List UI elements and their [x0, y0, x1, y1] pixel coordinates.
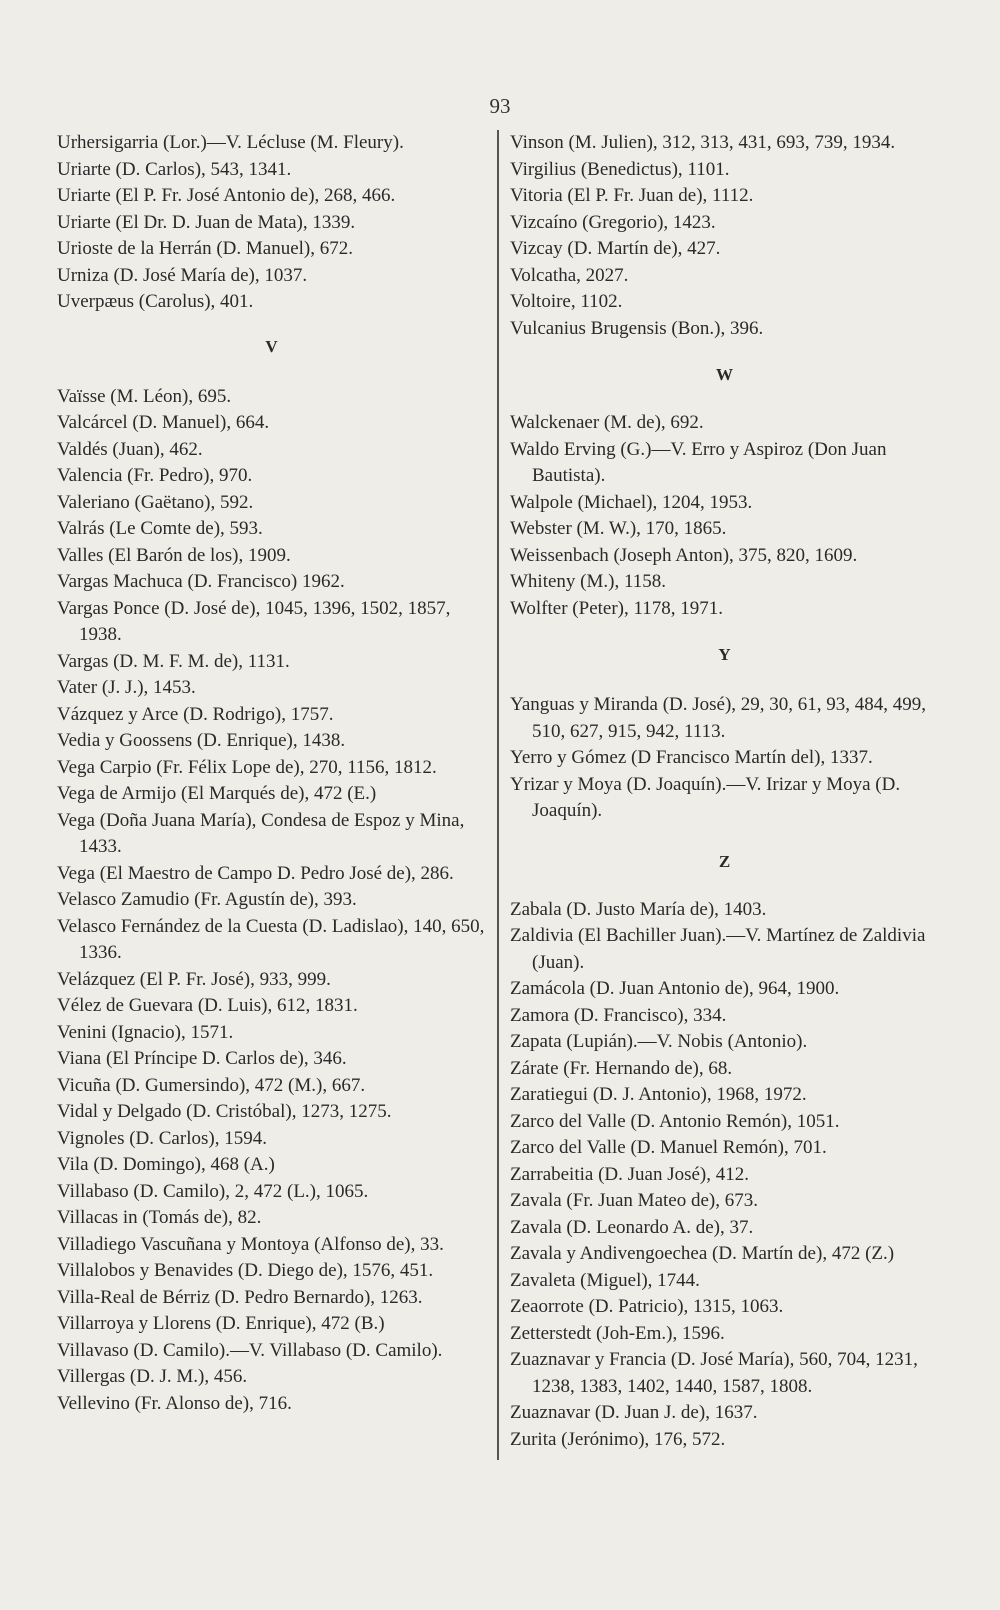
index-entry: Urniza (D. José María de), 1037. — [57, 264, 308, 286]
index-entry: Valdés (Juan), 462. — [57, 438, 203, 460]
index-entry: Vélez de Guevara (D. Luis), 612, 1831. — [57, 995, 358, 1016]
index-entry: Zabala (D. Justo María de), 1403. — [510, 898, 767, 920]
index-entry: Zaratiegui (D. J. Antonio), 1968, 1972. — [510, 1084, 807, 1105]
index-entry: Zarrabeitia (D. Juan José), 412. — [510, 1163, 750, 1185]
section-letter-v: V — [265, 336, 279, 356]
index-entry: Uverpæus (Carolus), 401. — [57, 291, 254, 312]
section-letter-z: Z — [718, 851, 732, 871]
index-entry: Zuaznavar (D. Juan J. de), 1637. — [510, 1402, 758, 1423]
index-entry: Yerro y Gómez (D Francisco Martín del), 1337. — [510, 747, 873, 768]
index-entry: Vellevino (Fr. Alonso de), 716. — [57, 1392, 292, 1414]
index-entry: Valrás (Le Comte de), 593. — [57, 518, 263, 539]
index-entry: Vega Carpio (Fr. Félix Lope de), 270, 1156, 1812. — [57, 756, 437, 778]
index-entry: Webster (M. W.), 170, 1865. — [510, 518, 727, 539]
entries-v-left — [57, 384, 487, 1418]
index-entry: Vizcay (D. Martín de), 427. — [510, 238, 721, 259]
index-entry: Villavaso (D. Camilo).—V. Villabaso (D. Camilo). — [57, 1339, 443, 1361]
index-entry: Velasco Fernández de la Cuesta (D. Ladislao), 140, 650, 1336. — [57, 915, 485, 963]
index-entry: Valcárcel (D. Manuel), 664. — [57, 412, 270, 433]
index-entry: Villarroya y Llorens (D. Enrique), 472 (B.) — [57, 1313, 385, 1334]
column-divider — [497, 130, 499, 1460]
index-entry: Urhersigarria (Lor.)—V. Lécluse (M. Fleury). — [57, 132, 404, 153]
index-entry: Vargas Ponce (D. José de), 1045, 1396, 1502, 1857, 1938. — [57, 597, 451, 645]
index-entry: Zarco del Valle (D. Manuel Remón), 701. — [510, 1137, 827, 1158]
index-entry: Velázquez (El P. Fr. José), 933, 999. — [57, 968, 331, 990]
index-entry: Uriarte (El P. Fr. José Antonio de), 268, 466. — [57, 185, 396, 206]
index-entry: Vázquez y Arce (D. Rodrigo), 1757. — [57, 703, 334, 725]
index-entry: Villa-Real de Bérriz (D. Pedro Bernardo), 1263. — [57, 1286, 423, 1308]
index-entry: Zárate (Fr. Hernando de), 68. — [510, 1057, 733, 1079]
index-entry: Vedia y Goossens (D. Enrique), 1438. — [57, 730, 346, 751]
index-entry: Zarco del Valle (D. Antonio Remón), 1051. — [510, 1110, 840, 1132]
index-entry: Zaldivia (El Bachiller Juan).—V. Martínez de Zaldivia (Juan). — [510, 925, 926, 973]
index-entry: Walckenaer (M. de), 692. — [510, 412, 704, 433]
entries-u — [57, 130, 487, 316]
index-entry: Vila (D. Domingo), 468 (A.) — [57, 1154, 275, 1175]
left-column — [57, 130, 487, 1417]
index-entry: Vitoria (El P. Fr. Juan de), 1112. — [510, 185, 754, 206]
entries-y — [510, 692, 940, 825]
entries-w — [510, 410, 940, 622]
index-entry: Zamora (D. Francisco), 334. — [510, 1004, 727, 1026]
index-entry: Vega de Armijo (El Marqués de), 472 (E.) — [57, 783, 377, 804]
index-entry: Weissenbach (Joseph Anton), 375, 820, 1609. — [510, 544, 858, 566]
index-entry: Vinson (M. Julien), 312, 313, 431, 693, 739, 1934. — [510, 132, 896, 153]
index-entry: Whiteny (M.), 1158. — [510, 571, 667, 592]
index-entry: Walpole (Michael), 1204, 1953. — [510, 491, 753, 513]
index-entry: Villalobos y Benavides (D. Diego de), 1576, 451. — [57, 1260, 434, 1281]
index-entry: Villabaso (D. Camilo), 2, 472 (L.), 1065. — [57, 1180, 369, 1202]
index-entry: Zeaorrote (D. Patricio), 1315, 1063. — [510, 1296, 784, 1317]
index-entry: Zamácola (D. Juan Antonio de), 964, 1900. — [510, 978, 840, 999]
index-entry: Volcatha, 2027. — [510, 264, 629, 286]
index-entry: Venini (Ignacio), 1571. — [57, 1021, 234, 1043]
index-entry: Zetterstedt (Joh-Em.), 1596. — [510, 1322, 725, 1344]
index-entry: Zavala (Fr. Juan Mateo de), 673. — [510, 1190, 758, 1211]
index-entry: Valeriano (Gaëtano), 592. — [57, 491, 254, 513]
index-entry: Uriarte (El Dr. D. Juan de Mata), 1339. — [57, 211, 356, 233]
index-entry: Yrizar y Moya (D. Joaquín).—V. Irizar y Moya (D. Joaquín). — [510, 773, 901, 821]
page-number: 93 — [489, 94, 511, 118]
index-entry: Wolfter (Peter), 1178, 1971. — [510, 597, 724, 619]
index-entry: Voltoire, 1102. — [510, 291, 623, 312]
index-entry: Vignoles (D. Carlos), 1594. — [57, 1127, 267, 1149]
index-entry: Urioste de la Herrán (D. Manuel), 672. — [57, 238, 353, 259]
index-entry: Vargas Machuca (D. Francisco) 1962. — [57, 571, 345, 592]
index-entry: Vega (Doña Juana María), Condesa de Espoz y Mina, 1433. — [57, 809, 465, 857]
index-entry: Vizcaíno (Gregorio), 1423. — [510, 211, 716, 233]
index-entry: Zuaznavar y Francia (D. José María), 560, 704, 1231, 1238, 1383, 1402, 1440, 1587, 1808. — [510, 1349, 918, 1397]
index-entry: Villergas (D. J. M.), 456. — [57, 1366, 248, 1387]
entries-v-right — [510, 130, 940, 342]
index-entry: Villadiego Vascuñana y Montoya (Alfonso de), 33. — [57, 1233, 444, 1255]
index-entry: Vulcanius Brugensis (Bon.), 396. — [510, 317, 764, 339]
index-entry: Zavaleta (Miguel), 1744. — [510, 1269, 700, 1291]
index-entry: Waldo Erving (G.)—V. Erro y Aspiroz (Don Juan Bautista). — [510, 438, 887, 486]
index-entry: Valles (El Barón de los), 1909. — [57, 544, 291, 566]
section-letter-y: Y — [718, 645, 732, 664]
index-entry: Vargas (D. M. F. M. de), 1131. — [57, 650, 290, 672]
index-entry: Valencia (Fr. Pedro), 970. — [57, 465, 253, 486]
index-entry: Vaïsse (M. Léon), 695. — [57, 385, 232, 407]
index-entry: Vidal y Delgado (D. Cristóbal), 1273, 1275. — [57, 1101, 392, 1122]
index-entry: Velasco Zamudio (Fr. Agustín de), 393. — [57, 889, 357, 910]
index-entry: Uriarte (D. Carlos), 543, 1341. — [57, 158, 292, 180]
index-entry: Villacas in (Tomás de), 82. — [57, 1207, 262, 1228]
index-entry: Vega (El Maestro de Campo D. Pedro José de), 286. — [57, 862, 454, 884]
index-entry: Vater (J. J.), 1453. — [57, 677, 196, 698]
index-entry: Zavala (D. Leonardo A. de), 37. — [510, 1216, 754, 1238]
index-entry: Zavala y Andivengoechea (D. Martín de), 472 (Z.) — [510, 1243, 895, 1264]
section-letter-w: W — [716, 365, 734, 384]
index-entry: Yanguas y Miranda (D. José), 29, 30, 61, 93, 484, 499, 510, 627, 915, 942, 1113. — [510, 694, 927, 742]
index-entry: Zurita (Jerónimo), 176, 572. — [510, 1428, 726, 1450]
index-entry: Virgilius (Benedictus), 1101. — [510, 158, 730, 180]
entries-z — [510, 897, 940, 1454]
right-column — [510, 130, 940, 1453]
index-entry: Zapata (Lupián).—V. Nobis (Antonio). — [510, 1031, 808, 1052]
index-entry: Viana (El Príncipe D. Carlos de), 346. — [57, 1048, 347, 1069]
index-entry: Vicuña (D. Gumersindo), 472 (M.), 667. — [57, 1074, 366, 1096]
